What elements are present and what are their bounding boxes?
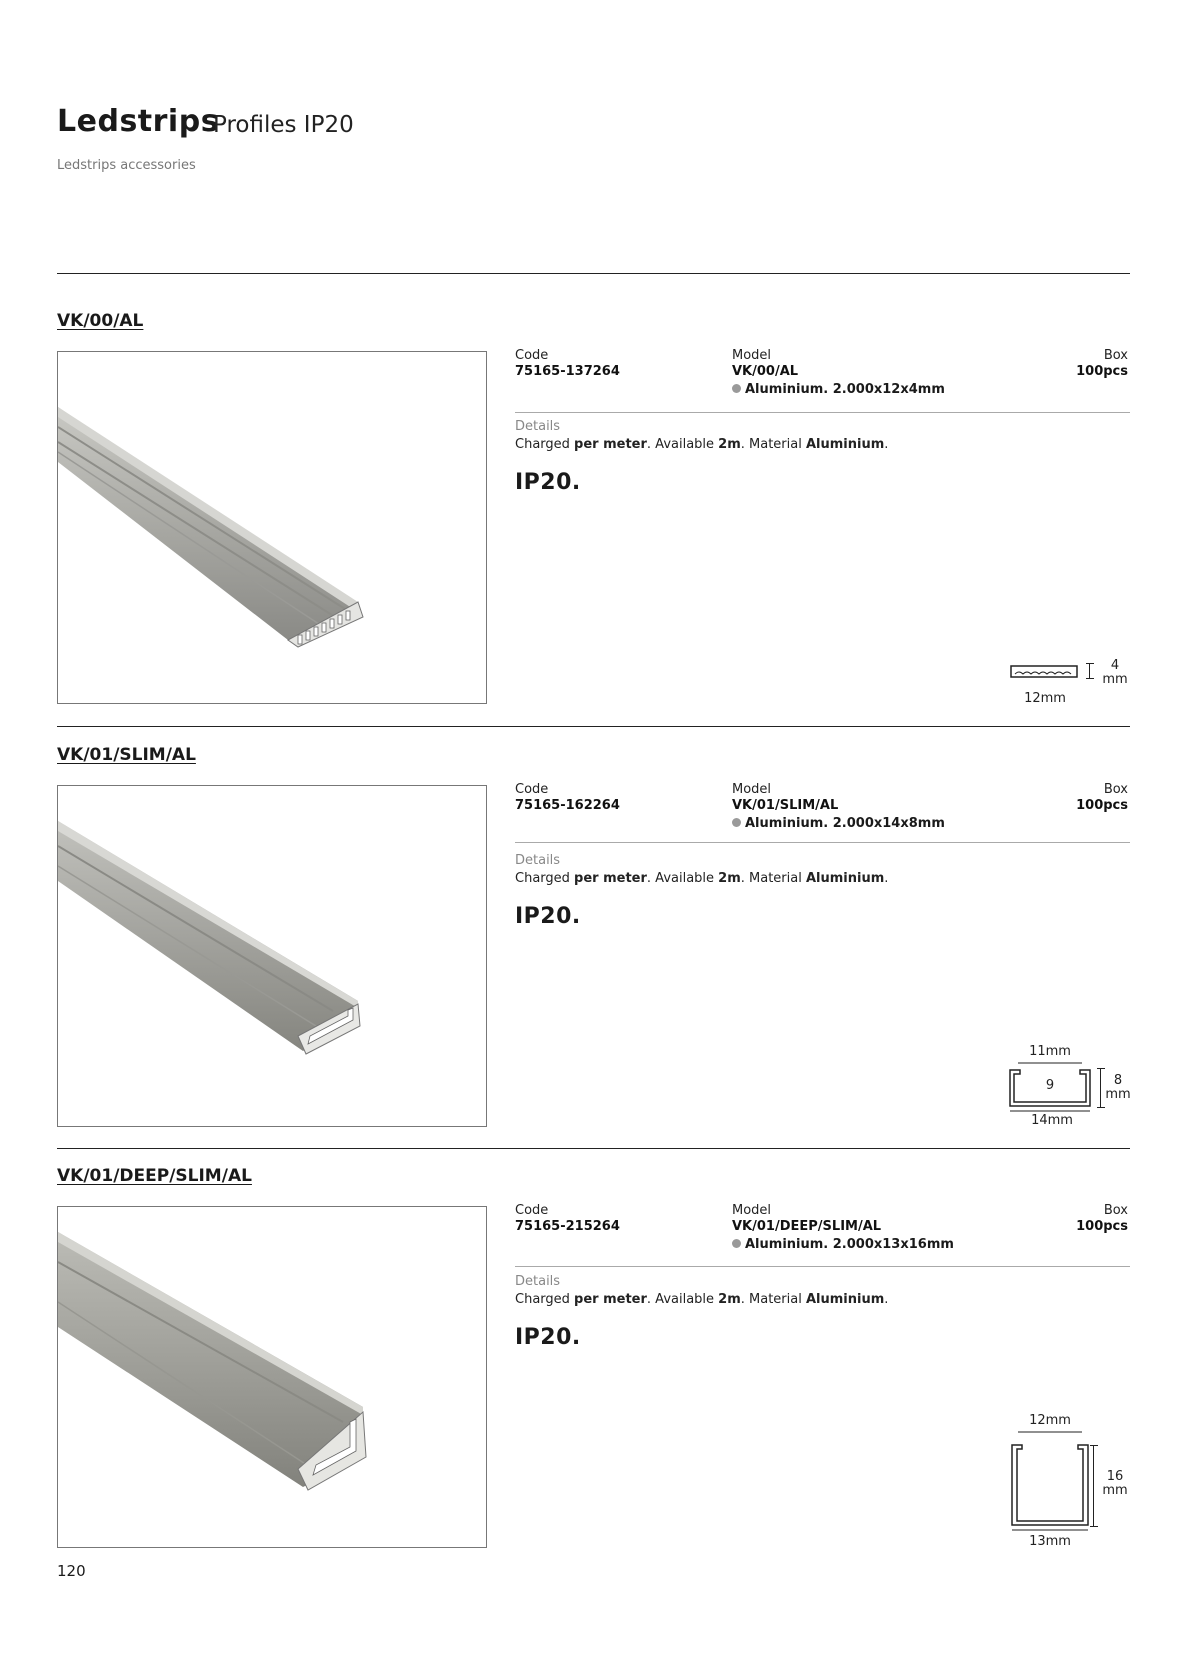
section-divider <box>57 1148 1130 1149</box>
header-divider <box>57 273 1130 274</box>
section-divider <box>57 726 1130 727</box>
height-dimension: 8 mm <box>1105 1073 1131 1102</box>
details-label: Details <box>515 1274 561 1289</box>
box-quantity: 100pcs <box>1076 1219 1128 1234</box>
code-label: Code <box>515 348 549 363</box>
finish-text: Aluminium. 2.000x12x4mm <box>745 382 945 397</box>
box-label: Box <box>1103 782 1128 797</box>
finish-option <box>732 382 945 397</box>
model-label: Model <box>732 1203 772 1218</box>
height-dimension: 16 mm <box>1102 1469 1128 1498</box>
details-label: Details <box>515 419 561 434</box>
finish-color-dot <box>732 1239 741 1248</box>
box-label: Box <box>1103 348 1128 363</box>
product-photo <box>57 351 487 704</box>
product-code: 75165-215264 <box>515 1219 620 1234</box>
product-title: VK/01/SLIM/AL <box>57 745 196 765</box>
inner-width-dimension: 9 <box>1045 1078 1055 1093</box>
height-bracket <box>1086 663 1094 679</box>
spec-divider <box>515 412 1130 413</box>
product-title: VK/00/AL <box>57 311 144 331</box>
product-code: 75165-137264 <box>515 364 620 379</box>
code-label: Code <box>515 1203 549 1218</box>
details-label: Details <box>515 853 561 868</box>
product-code: 75165-162264 <box>515 798 620 813</box>
top-width-dimension: 11mm <box>1029 1044 1071 1059</box>
finish-color-dot <box>732 384 741 393</box>
height-bracket <box>1090 1445 1098 1527</box>
page-title: Ledstrips <box>57 104 220 139</box>
details-text: Charged per meter. Available 2m. Material Aluminium. <box>515 871 889 886</box>
finish-option <box>732 816 945 831</box>
product-model: VK/00/AL <box>732 364 799 379</box>
model-label: Model <box>732 782 772 797</box>
finish-text: Aluminium. 2.000x13x16mm <box>745 1237 954 1252</box>
ip-rating: IP20. <box>515 1325 581 1350</box>
spec-divider <box>515 1266 1130 1267</box>
product-photo <box>57 1206 487 1548</box>
code-label: Code <box>515 782 549 797</box>
dimension-drawing <box>1008 1431 1092 1535</box>
details-text: Charged per meter. Available 2m. Material Aluminium. <box>515 437 889 452</box>
details-text: Charged per meter. Available 2m. Material Aluminium. <box>515 1292 889 1307</box>
category-label: Ledstrips accessories <box>57 158 196 173</box>
page-subtitle: Profiles IP20 <box>213 112 354 138</box>
finish-text: Aluminium. 2.000x14x8mm <box>745 816 945 831</box>
width-dimension: 12mm <box>1024 691 1066 706</box>
height-dimension: 4 mm <box>1102 658 1128 687</box>
product-model: VK/01/SLIM/AL <box>732 798 839 813</box>
ip-rating: IP20. <box>515 470 581 495</box>
bottom-width-dimension: 14mm <box>1031 1113 1073 1128</box>
box-label: Box <box>1103 1203 1128 1218</box>
spec-divider <box>515 842 1130 843</box>
finish-color-dot <box>732 818 741 827</box>
page-number: 120 <box>57 1562 86 1580</box>
box-quantity: 100pcs <box>1076 364 1128 379</box>
product-title: VK/01/DEEP/SLIM/AL <box>57 1166 252 1186</box>
top-width-dimension: 12mm <box>1029 1413 1071 1428</box>
product-model: VK/01/DEEP/SLIM/AL <box>732 1219 882 1234</box>
model-label: Model <box>732 348 772 363</box>
box-quantity: 100pcs <box>1076 798 1128 813</box>
ip-rating: IP20. <box>515 904 581 929</box>
product-photo <box>57 785 487 1127</box>
dimension-drawing <box>1010 662 1080 686</box>
bottom-width-dimension: 13mm <box>1029 1534 1071 1549</box>
finish-option <box>732 1237 954 1252</box>
